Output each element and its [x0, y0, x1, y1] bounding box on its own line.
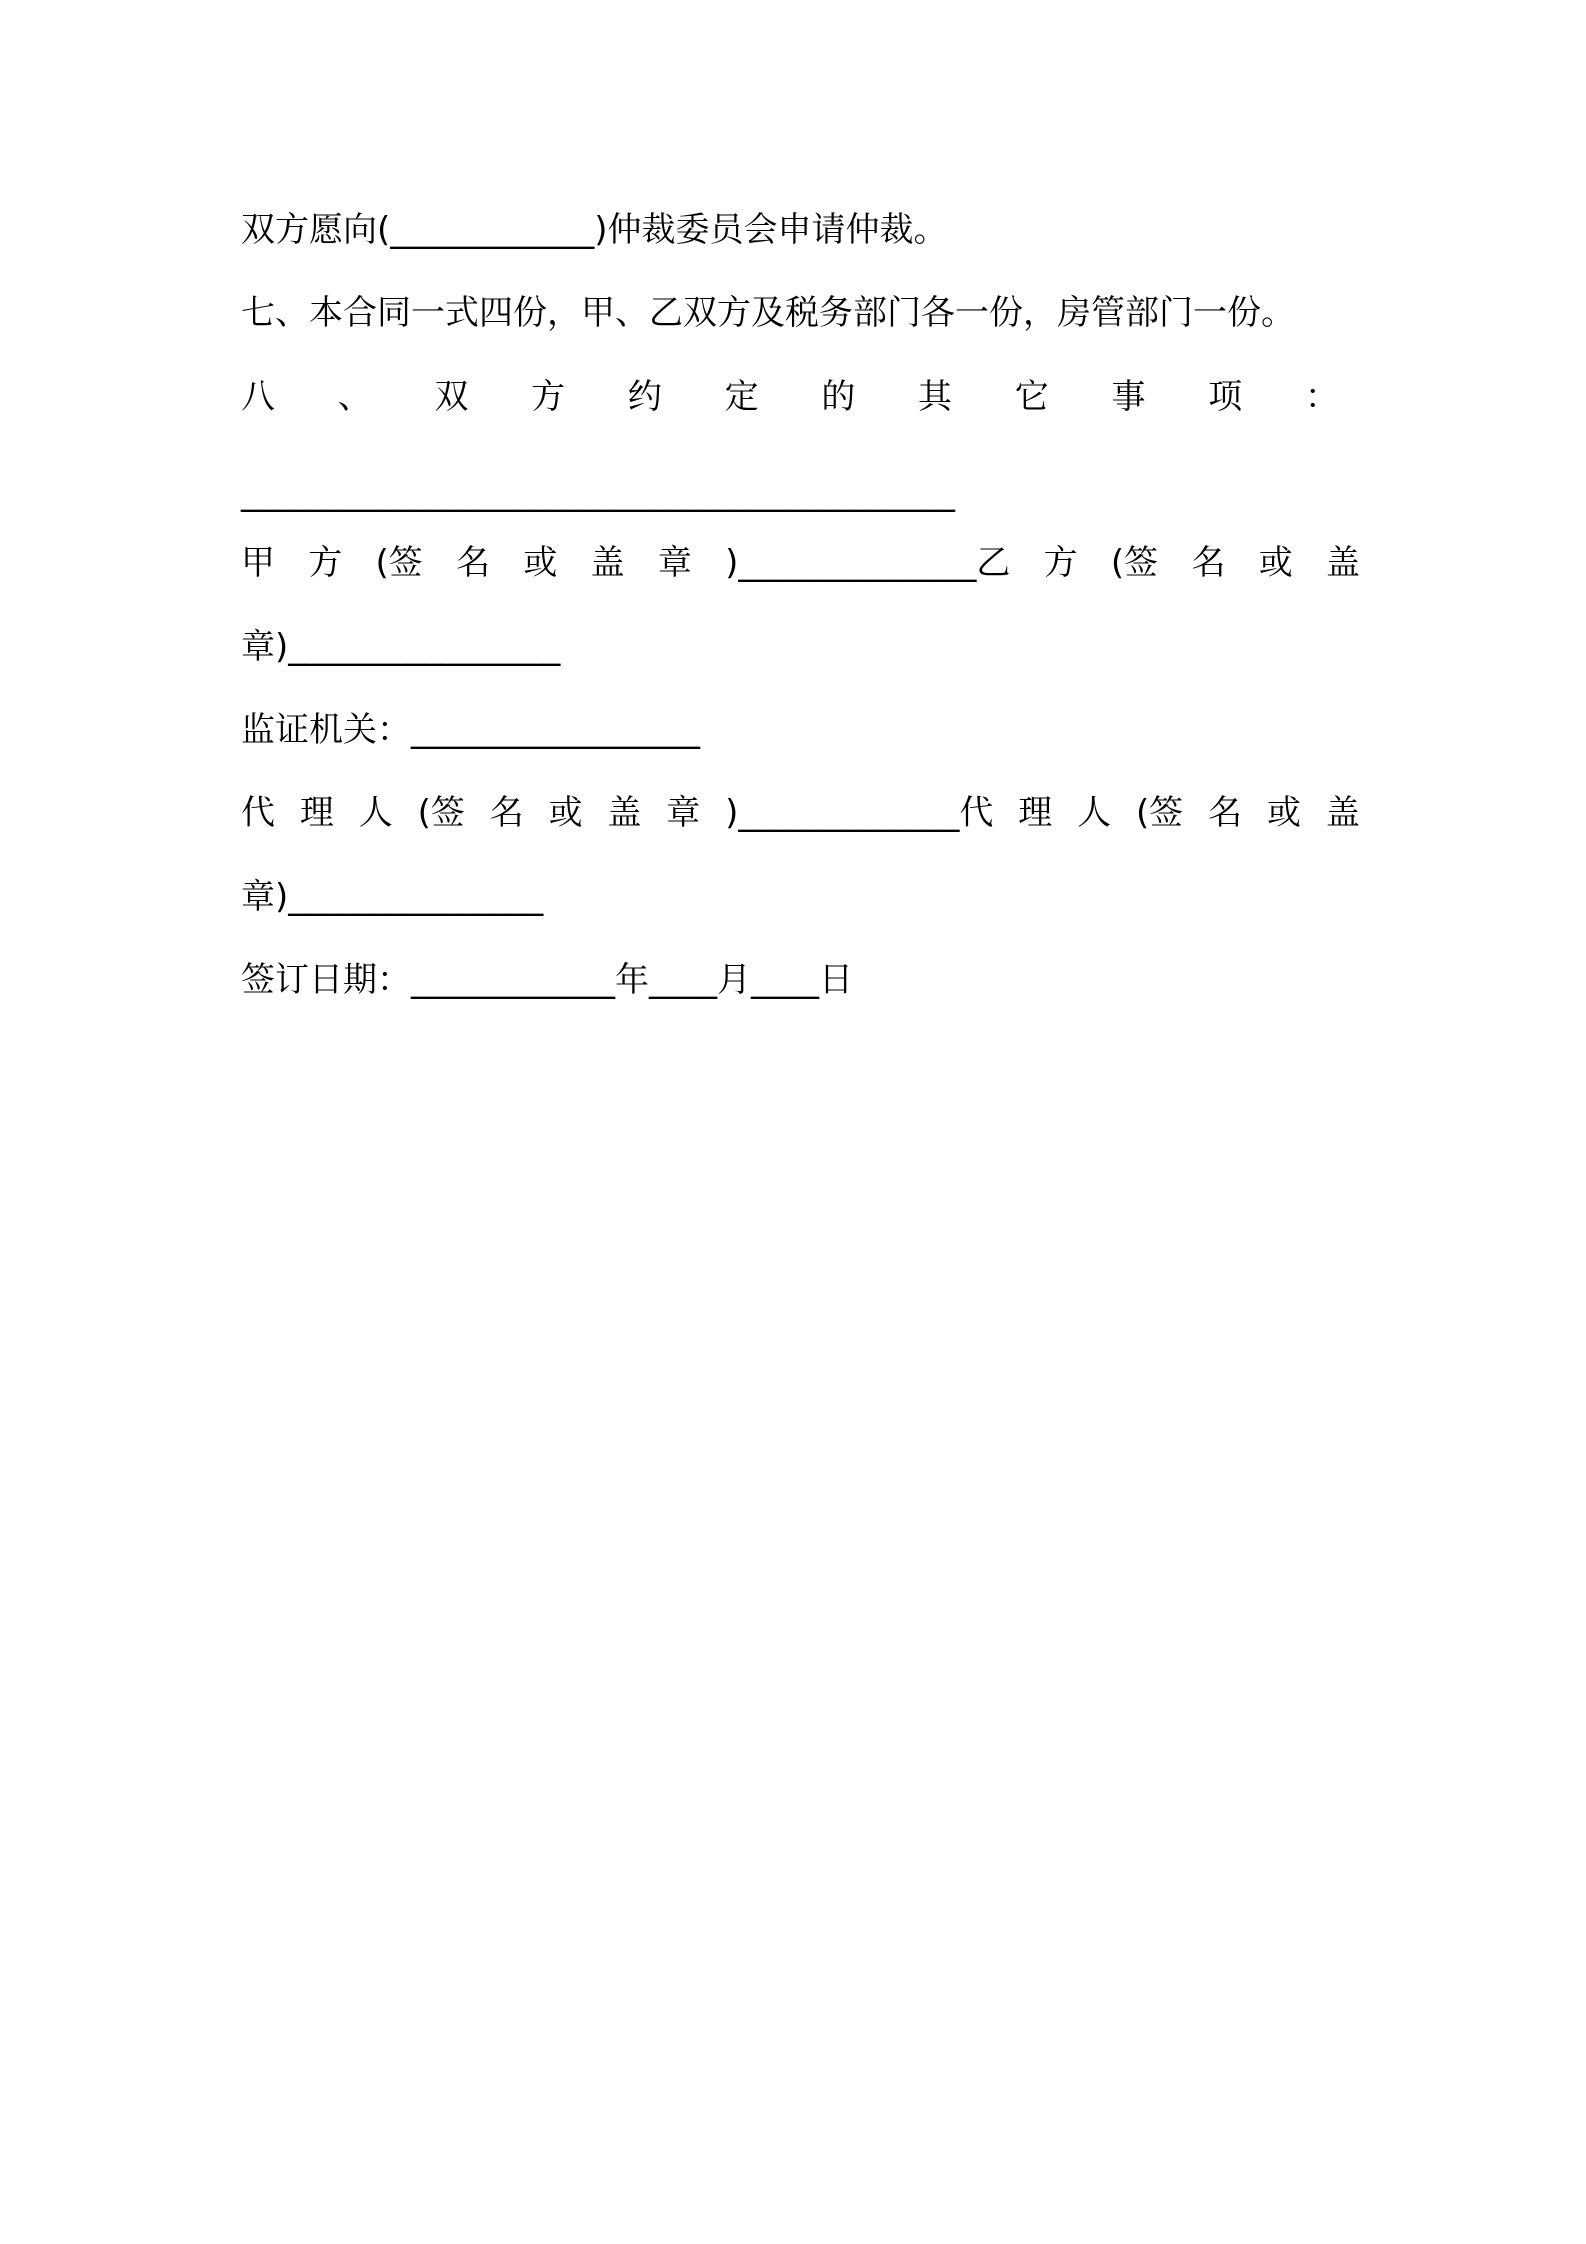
clause-eight-heading [241, 374, 1339, 420]
agent-signature-segment: 理 [1018, 793, 1053, 833]
clause-eight-char: 的 [821, 377, 856, 417]
agent-seal-continuation: 章)_______________ [241, 877, 544, 917]
agent-signature-line [241, 790, 1360, 836]
party-signature-segment: (签 [1110, 543, 1159, 583]
party-signature-segment: 或 [1258, 543, 1293, 583]
agent-signature-segment: 人 [358, 793, 393, 833]
other-matters-blank: __________________________________________ [241, 473, 955, 513]
clause-eight-char: 其 [918, 377, 953, 417]
clause-eight-char: 方 [531, 377, 566, 417]
agent-signature-segment: 盖 [1325, 793, 1360, 833]
agent-signature-segment: 盖 [607, 793, 642, 833]
party-signature-segment: )______________乙 [725, 543, 1011, 583]
signing-date: 签订日期：____________年____月____日 [241, 960, 853, 1000]
clause-seven: 七、本合同一式四份，甲、乙双方及税务部门各一份，房管部门一份。 [241, 293, 1295, 333]
party-signature-segment: 方 [1043, 543, 1078, 583]
supervising-authority: 监证机关：_________________ [241, 710, 700, 750]
clause-eight-char: 、 [337, 377, 372, 417]
clause-eight-char: 约 [627, 377, 662, 417]
agent-signature-segment: 名 [489, 793, 524, 833]
party-b-seal-continuation: 章)________________ [241, 627, 561, 667]
agent-signature-segment: 或 [548, 793, 583, 833]
clause-eight-char: 项 [1208, 377, 1243, 417]
agent-signature-segment: 理 [299, 793, 334, 833]
party-signature-segment: (签 [375, 543, 423, 583]
party-signature-segment: 或 [523, 543, 558, 583]
agent-signature-segment: 章 [666, 793, 701, 833]
party-signature-line [241, 540, 1360, 586]
agent-signature-segment: 代 [241, 793, 275, 833]
clause-eight-char: 双 [434, 377, 469, 417]
party-signature-segment: 名 [1191, 543, 1226, 583]
party-signature-segment: 盖 [1325, 543, 1360, 583]
agent-signature-segment: (签 [417, 793, 465, 833]
party-signature-segment: 盖 [590, 543, 625, 583]
agent-signature-segment: 人 [1077, 793, 1112, 833]
clause-eight-char: 它 [1014, 377, 1049, 417]
party-signature-segment: 章 [657, 543, 692, 583]
clause-eight-char: 事 [1111, 377, 1146, 417]
clause-eight-char: 八 [241, 377, 275, 417]
party-signature-segment: 名 [456, 543, 491, 583]
party-signature-segment: 甲 [241, 543, 275, 583]
clause-eight-char: ： [1304, 377, 1339, 417]
agent-signature-segment: 名 [1208, 793, 1243, 833]
arbitration-clause: 双方愿向(____________)仲裁委员会申请仲裁。 [241, 210, 948, 250]
clause-eight-char: 定 [724, 377, 759, 417]
agent-signature-segment: (签 [1135, 793, 1184, 833]
party-signature-segment: 方 [308, 543, 343, 583]
agent-signature-segment: 或 [1266, 793, 1301, 833]
agent-signature-segment: )_____________代 [725, 793, 994, 833]
